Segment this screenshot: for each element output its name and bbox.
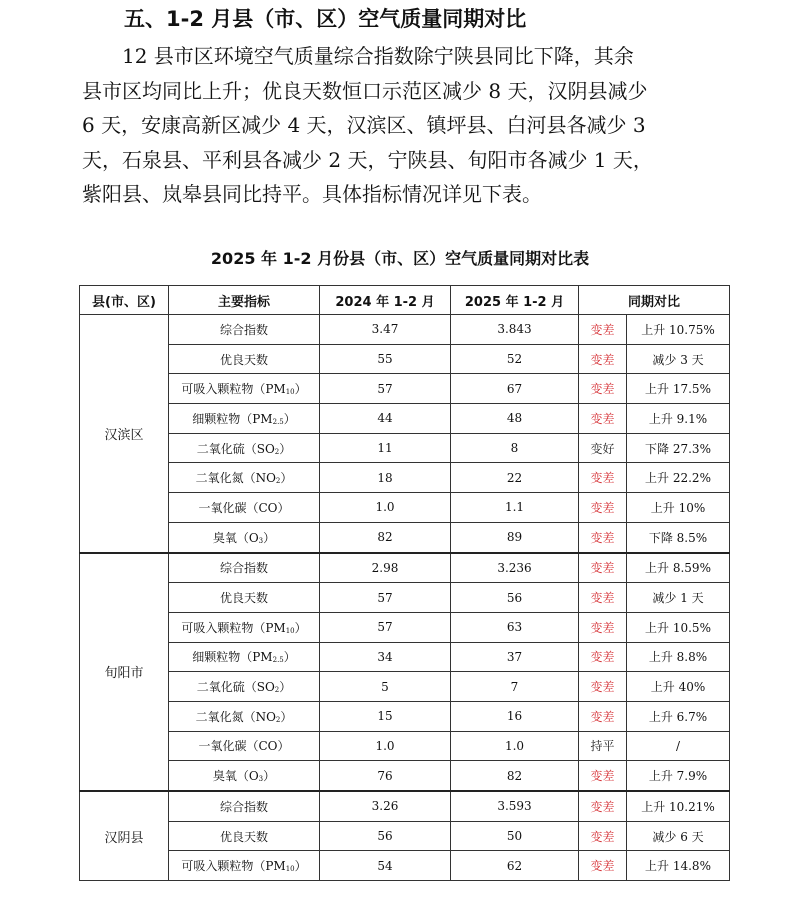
table-row	[80, 404, 730, 434]
paragraph-line: 12 县市区环境空气质量综合指数除宁陕县同比下降，其余	[122, 44, 634, 68]
status-cell: 变差	[579, 761, 627, 791]
change-cell: 上升 17.5%	[627, 374, 730, 404]
table-row	[80, 493, 730, 523]
indicator-suffix: ）	[279, 680, 292, 695]
indicator-name: 细颗粒物（PM	[192, 650, 273, 665]
indicator-cell	[169, 344, 320, 374]
change-cell: 上升 10.75%	[627, 315, 730, 345]
table-title: 2025 年 1-2 月份县（市、区）空气质量同期对比表	[210, 249, 590, 268]
change-cell: 下降 8.5%	[627, 522, 730, 552]
table-row	[80, 761, 730, 791]
status-cell: 变差	[579, 701, 627, 731]
status-cell: 变差	[579, 344, 627, 374]
value-2024-cell: 3.47	[320, 315, 451, 345]
paragraph-line: 6 天，安康高新区减少 4 天，汉滨区、镇坪县、白河县各减少 3	[82, 113, 646, 137]
table-row	[80, 522, 730, 552]
indicator-cell	[169, 374, 320, 404]
status-cell: 持平	[579, 731, 627, 761]
change-cell: 上升 7.9%	[627, 761, 730, 791]
indicator-suffix: ）	[294, 859, 307, 874]
value-2024-cell: 15	[320, 701, 451, 731]
indicator-suffix: ）	[263, 530, 276, 545]
value-2024-cell: 5	[320, 672, 451, 702]
indicator-subscript: 2	[275, 477, 281, 486]
county-cell: 旬阳市	[80, 553, 169, 792]
indicator-cell	[169, 672, 320, 702]
change-cell: 上升 22.2%	[627, 463, 730, 493]
header-indicator: 主要指标	[169, 286, 320, 315]
table-header-row	[80, 286, 730, 315]
change-cell: 上升 8.8%	[627, 642, 730, 672]
status-cell: 变差	[579, 791, 627, 821]
value-2025-cell: 3.593	[451, 791, 579, 821]
indicator-suffix: ）	[283, 411, 296, 426]
change-cell: 上升 8.59%	[627, 553, 730, 583]
indicator-subscript: 2	[274, 686, 280, 695]
table-row	[80, 463, 730, 493]
value-2024-cell: 82	[320, 522, 451, 552]
table-row	[80, 553, 730, 583]
header-county: 县(市、区)	[80, 286, 169, 315]
change-cell: 上升 9.1%	[627, 404, 730, 434]
value-2024-cell: 57	[320, 612, 451, 642]
value-2025-cell: 1.0	[451, 731, 579, 761]
value-2025-cell: 89	[451, 522, 579, 552]
change-cell: 减少 3 天	[627, 344, 730, 374]
status-cell: 变差	[579, 672, 627, 702]
value-2025-cell: 7	[451, 672, 579, 702]
value-2024-cell: 55	[320, 344, 451, 374]
value-2025-cell: 82	[451, 761, 579, 791]
indicator-name: 综合指数	[219, 561, 268, 576]
indicator-cell	[169, 583, 320, 613]
table-row	[80, 374, 730, 404]
indicator-name: 二氧化硫（SO	[196, 680, 275, 695]
indicator-subscript: 3	[258, 536, 264, 545]
indicator-name: 综合指数	[219, 322, 268, 337]
status-cell: 变差	[579, 583, 627, 613]
indicator-suffix: ）	[294, 620, 307, 635]
indicator-cell	[169, 851, 320, 881]
change-cell: 下降 27.3%	[627, 433, 730, 463]
value-2025-cell: 63	[451, 612, 579, 642]
value-2025-cell: 48	[451, 404, 579, 434]
value-2024-cell: 34	[320, 642, 451, 672]
county-cell: 汉滨区	[80, 315, 169, 553]
header-2025: 2025 年 1-2 月	[451, 286, 579, 315]
value-2024-cell: 76	[320, 761, 451, 791]
status-cell: 变差	[579, 404, 627, 434]
indicator-cell	[169, 642, 320, 672]
county-cell: 汉阴县	[80, 791, 169, 881]
indicator-subscript: 2	[274, 447, 280, 456]
indicator-name: 优良天数	[219, 829, 268, 844]
table-row	[80, 344, 730, 374]
status-cell: 变差	[579, 612, 627, 642]
status-cell: 变差	[579, 463, 627, 493]
indicator-cell	[169, 522, 320, 552]
change-cell: 上升 40%	[627, 672, 730, 702]
indicator-suffix: ）	[283, 650, 296, 665]
indicator-name: 一氧化碳（CO）	[198, 739, 290, 754]
indicator-subscript: 10	[285, 626, 295, 635]
indicator-suffix: ）	[279, 441, 292, 456]
indicator-subscript: 10	[285, 865, 295, 874]
paragraph-line: 县市区均同比上升；优良天数恒口示范区减少 8 天，汉阴县减少	[82, 78, 648, 103]
air-quality-comparison-table	[79, 285, 730, 881]
indicator-cell	[169, 731, 320, 761]
indicator-name: 一氧化碳（CO）	[198, 500, 290, 515]
indicator-name: 可吸入颗粒物（PM	[181, 382, 286, 397]
status-cell: 变差	[579, 315, 627, 345]
indicator-suffix: ）	[280, 471, 293, 486]
indicator-suffix: ）	[294, 382, 307, 397]
indicator-subscript: 2.5	[272, 417, 284, 426]
indicator-cell	[169, 791, 320, 821]
indicator-name: 臭氧（O	[212, 769, 259, 784]
indicator-name: 可吸入颗粒物（PM	[181, 859, 286, 874]
indicator-cell	[169, 821, 320, 851]
status-cell: 变差	[579, 522, 627, 552]
value-2024-cell: 1.0	[320, 731, 451, 761]
indicator-suffix: ）	[280, 709, 293, 724]
indicator-subscript: 2.5	[272, 656, 284, 665]
indicator-subscript: 3	[258, 775, 264, 784]
indicator-suffix: ）	[263, 769, 276, 784]
indicator-cell	[169, 612, 320, 642]
indicator-subscript: 2	[275, 715, 281, 724]
indicator-cell	[169, 701, 320, 731]
header-comparison: 同期对比	[579, 286, 730, 315]
table-row	[80, 821, 730, 851]
change-cell: 上升 14.8%	[627, 851, 730, 881]
change-cell: 上升 10%	[627, 493, 730, 523]
table-row	[80, 672, 730, 702]
indicator-name: 二氧化硫（SO	[196, 441, 275, 456]
table-row	[80, 851, 730, 881]
table-body	[80, 315, 730, 881]
status-cell: 变差	[579, 642, 627, 672]
change-cell: 上升 10.5%	[627, 612, 730, 642]
indicator-subscript: 10	[285, 388, 295, 397]
value-2025-cell: 3.843	[451, 315, 579, 345]
value-2024-cell: 2.98	[320, 553, 451, 583]
value-2025-cell: 1.1	[451, 493, 579, 523]
indicator-cell	[169, 553, 320, 583]
change-cell: 减少 6 天	[627, 821, 730, 851]
paragraph-line: 紫阳县、岚皋县同比持平。具体指标情况详见下表。	[82, 182, 542, 206]
indicator-cell	[169, 493, 320, 523]
value-2025-cell: 62	[451, 851, 579, 881]
indicator-name: 臭氧（O	[212, 530, 259, 545]
status-cell: 变差	[579, 374, 627, 404]
indicator-name: 二氧化氮（NO	[195, 471, 276, 486]
indicator-name: 优良天数	[219, 352, 268, 367]
value-2025-cell: 50	[451, 821, 579, 851]
indicator-cell	[169, 433, 320, 463]
indicator-name: 细颗粒物（PM	[192, 411, 273, 426]
summary-paragraph	[82, 39, 702, 212]
value-2024-cell: 11	[320, 433, 451, 463]
table-row	[80, 583, 730, 613]
value-2024-cell: 44	[320, 404, 451, 434]
status-cell: 变差	[579, 553, 627, 583]
value-2025-cell: 52	[451, 344, 579, 374]
indicator-name: 二氧化氮（NO	[195, 709, 276, 724]
value-2024-cell: 54	[320, 851, 451, 881]
table-row	[80, 315, 730, 345]
table-row	[80, 642, 730, 672]
value-2024-cell: 57	[320, 374, 451, 404]
table-row	[80, 612, 730, 642]
change-cell: 上升 10.21%	[627, 791, 730, 821]
value-2024-cell: 3.26	[320, 791, 451, 821]
value-2025-cell: 56	[451, 583, 579, 613]
indicator-cell	[169, 404, 320, 434]
value-2024-cell: 18	[320, 463, 451, 493]
section-heading: 五、1-2 月县（市、区）空气质量同期对比	[124, 7, 527, 31]
value-2025-cell: 37	[451, 642, 579, 672]
value-2024-cell: 57	[320, 583, 451, 613]
change-cell: /	[627, 731, 730, 761]
indicator-name: 综合指数	[219, 799, 268, 814]
change-cell: 减少 1 天	[627, 583, 730, 613]
value-2025-cell: 22	[451, 463, 579, 493]
indicator-name: 优良天数	[219, 591, 268, 606]
value-2025-cell: 67	[451, 374, 579, 404]
table-row	[80, 701, 730, 731]
change-cell: 上升 6.7%	[627, 701, 730, 731]
table-row	[80, 791, 730, 821]
value-2024-cell: 56	[320, 821, 451, 851]
indicator-cell	[169, 761, 320, 791]
indicator-name: 可吸入颗粒物（PM	[181, 620, 286, 635]
indicator-cell	[169, 463, 320, 493]
status-cell: 变差	[579, 851, 627, 881]
header-2024: 2024 年 1-2 月	[320, 286, 451, 315]
status-cell: 变差	[579, 493, 627, 523]
value-2025-cell: 8	[451, 433, 579, 463]
paragraph-line: 天，石泉县、平利县各减少 2 天，宁陕县、旬阳市各减少 1 天，	[82, 147, 653, 172]
value-2024-cell: 1.0	[320, 493, 451, 523]
indicator-cell	[169, 315, 320, 345]
status-cell: 变好	[579, 433, 627, 463]
table-row	[80, 433, 730, 463]
table-row	[80, 731, 730, 761]
value-2025-cell: 16	[451, 701, 579, 731]
status-cell: 变差	[579, 821, 627, 851]
value-2025-cell: 3.236	[451, 553, 579, 583]
